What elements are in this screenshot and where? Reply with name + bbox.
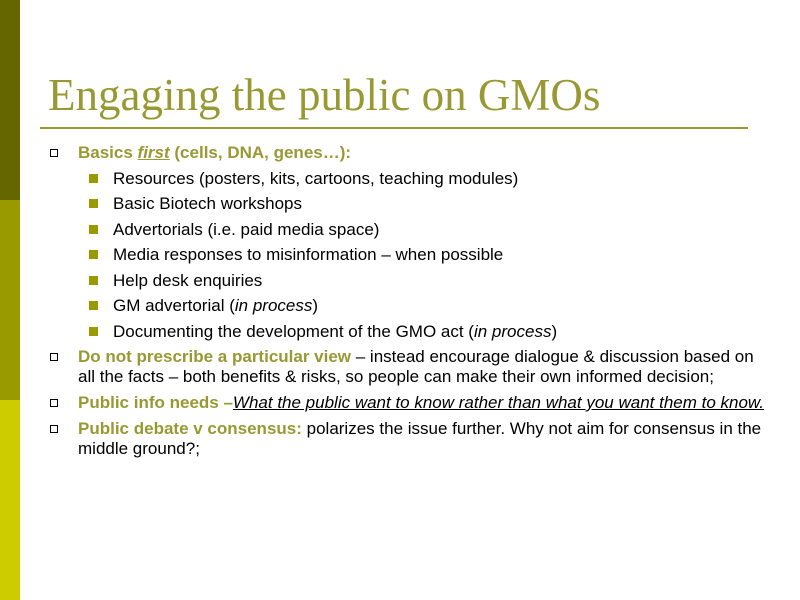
square-bullet-icon xyxy=(89,199,98,208)
sub-item-gmo-act: Documenting the development of the GMO act (in process) xyxy=(113,322,558,341)
bullet-do-not-prescribe: Do not prescribe a particular view – instead encourage dialogue & discussion based on xyxy=(78,347,754,366)
sub-item-help-desk: Help desk enquiries xyxy=(113,271,263,290)
bullet-do-not-prescribe-cont: all the facts – both benefits & risks, so people can make their own informed decision; xyxy=(78,367,714,386)
square-bullet-icon xyxy=(89,301,98,310)
square-bullet-icon xyxy=(89,174,98,183)
square-bullet-icon xyxy=(89,276,98,285)
sub-item-advertorials: Advertorials (i.e. paid media space) xyxy=(113,220,380,239)
sub-item-gm-advertorial: GM advertorial (in process) xyxy=(113,296,319,315)
sub-item-resources: Resources (posters, kits, cartoons, teaching modules) xyxy=(113,169,519,188)
hollow-square-bullet-icon xyxy=(50,149,58,157)
sub-item-workshops: Basic Biotech workshops xyxy=(113,194,302,213)
sub-item-media-responses: Media responses to misinformation – when possible xyxy=(113,245,504,264)
bullet-public-info-needs: Public info needs –What the public want to know rather than what you want them to know. xyxy=(78,393,764,412)
bullet-public-debate-cont: middle ground?; xyxy=(78,439,200,458)
hollow-square-bullet-icon xyxy=(50,353,58,361)
square-bullet-icon xyxy=(89,327,98,336)
hollow-square-bullet-icon xyxy=(50,399,58,407)
square-bullet-icon xyxy=(89,250,98,259)
bullet-basics: Basics first (cells, DNA, genes…): xyxy=(78,143,352,162)
bullet-public-debate: Public debate v consensus: polarizes the issue further. Why not aim for consensus in the xyxy=(78,419,762,438)
square-bullet-icon xyxy=(89,225,98,234)
slide-title: Engaging the public on GMOs xyxy=(48,70,601,120)
hollow-square-bullet-icon xyxy=(50,425,58,433)
